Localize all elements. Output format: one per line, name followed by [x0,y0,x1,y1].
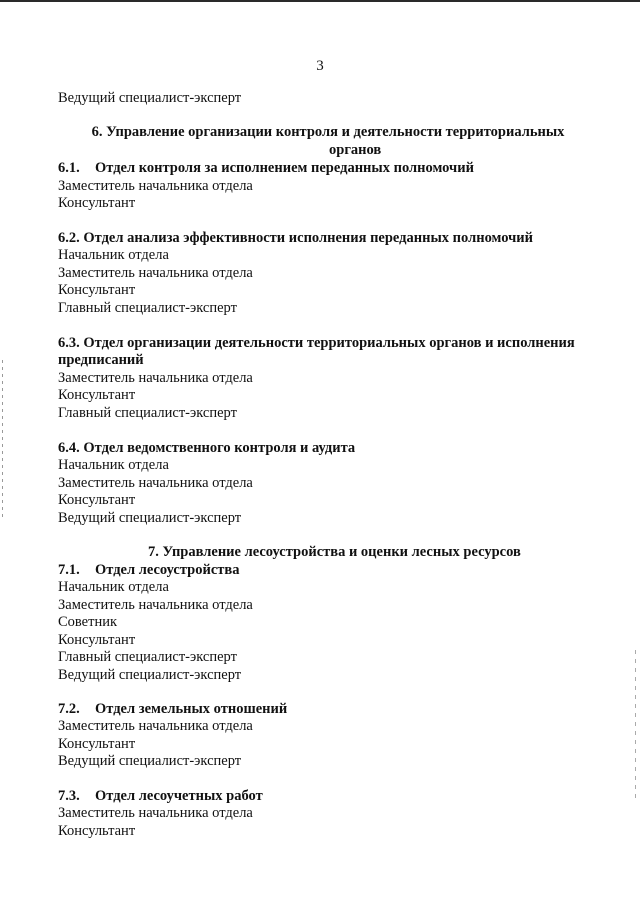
position-item: Заместитель начальника отдела [58,178,253,194]
position-item: Заместитель начальника отдела [58,475,253,491]
section-number: 6.1. [58,160,80,176]
position-item: Заместитель начальника отдела [58,265,253,281]
position-item: Начальник отдела [58,457,169,473]
page-number: 3 [316,58,324,74]
position-item: Начальник отдела [58,247,169,263]
position-item: Консультант [58,387,136,403]
position-item: Консультант [58,632,136,648]
position-item: Ведущий специалист-эксперт [58,510,242,526]
position-item: Главный специалист-эксперт [58,300,237,316]
department-7-title: 7. Управление лесоустройства и оценки лесных ресурсов [148,544,521,560]
section-6-3-heading-line1: 6.3. Отдел организации деятельности территориальных органов и исполнения [58,335,575,351]
section-number: 7.3. [58,788,80,804]
position-item: Главный специалист-эксперт [58,649,237,665]
department-6-title-line1: 6. Управление организации контроля и деятельности территориальных [91,124,565,140]
position-item: Консультант [58,195,136,211]
scan-edge-top [0,0,640,2]
position-item: Заместитель начальника отдела [58,805,253,821]
section-number: 7.1. [58,562,80,578]
position-item: Начальник отдела [58,579,169,595]
section-title: Отдел земельных отношений [95,701,288,717]
position-item: Ведущий специалист-эксперт [58,90,242,106]
section-6-3-heading-line2: предписаний [58,352,144,368]
position-item: Консультант [58,823,136,839]
section-number: 7.2. [58,701,80,717]
position-item: Ведущий специалист-эксперт [58,753,242,769]
section-6-1-heading [58,160,474,178]
position-item: Консультант [58,282,136,298]
section-7-3-heading [58,788,263,806]
position-item: Консультант [58,736,136,752]
position-item: Главный специалист-эксперт [58,405,237,421]
section-title: Отдел лесоучетных работ [95,788,263,804]
section-6-2-heading: 6.2. Отдел анализа эффективности исполнения переданных полномочий [58,230,533,246]
scan-artifact-right [635,650,636,800]
department-6-title-line2: органов [329,142,382,158]
section-6-4-heading: 6.4. Отдел ведомственного контроля и аудита [58,440,356,456]
position-item: Ведущий специалист-эксперт [58,667,242,683]
section-7-2-heading [58,701,287,719]
position-item: Консультант [58,492,136,508]
section-7-1-heading [58,562,239,580]
position-item: Заместитель начальника отдела [58,370,253,386]
position-item: Заместитель начальника отдела [58,597,253,613]
position-item: Советник [58,614,118,630]
scan-artifact-left [2,360,3,520]
section-title: Отдел лесоустройства [95,562,240,578]
position-item: Заместитель начальника отдела [58,718,253,734]
section-title: Отдел контроля за исполнением переданных полномочий [95,160,474,176]
